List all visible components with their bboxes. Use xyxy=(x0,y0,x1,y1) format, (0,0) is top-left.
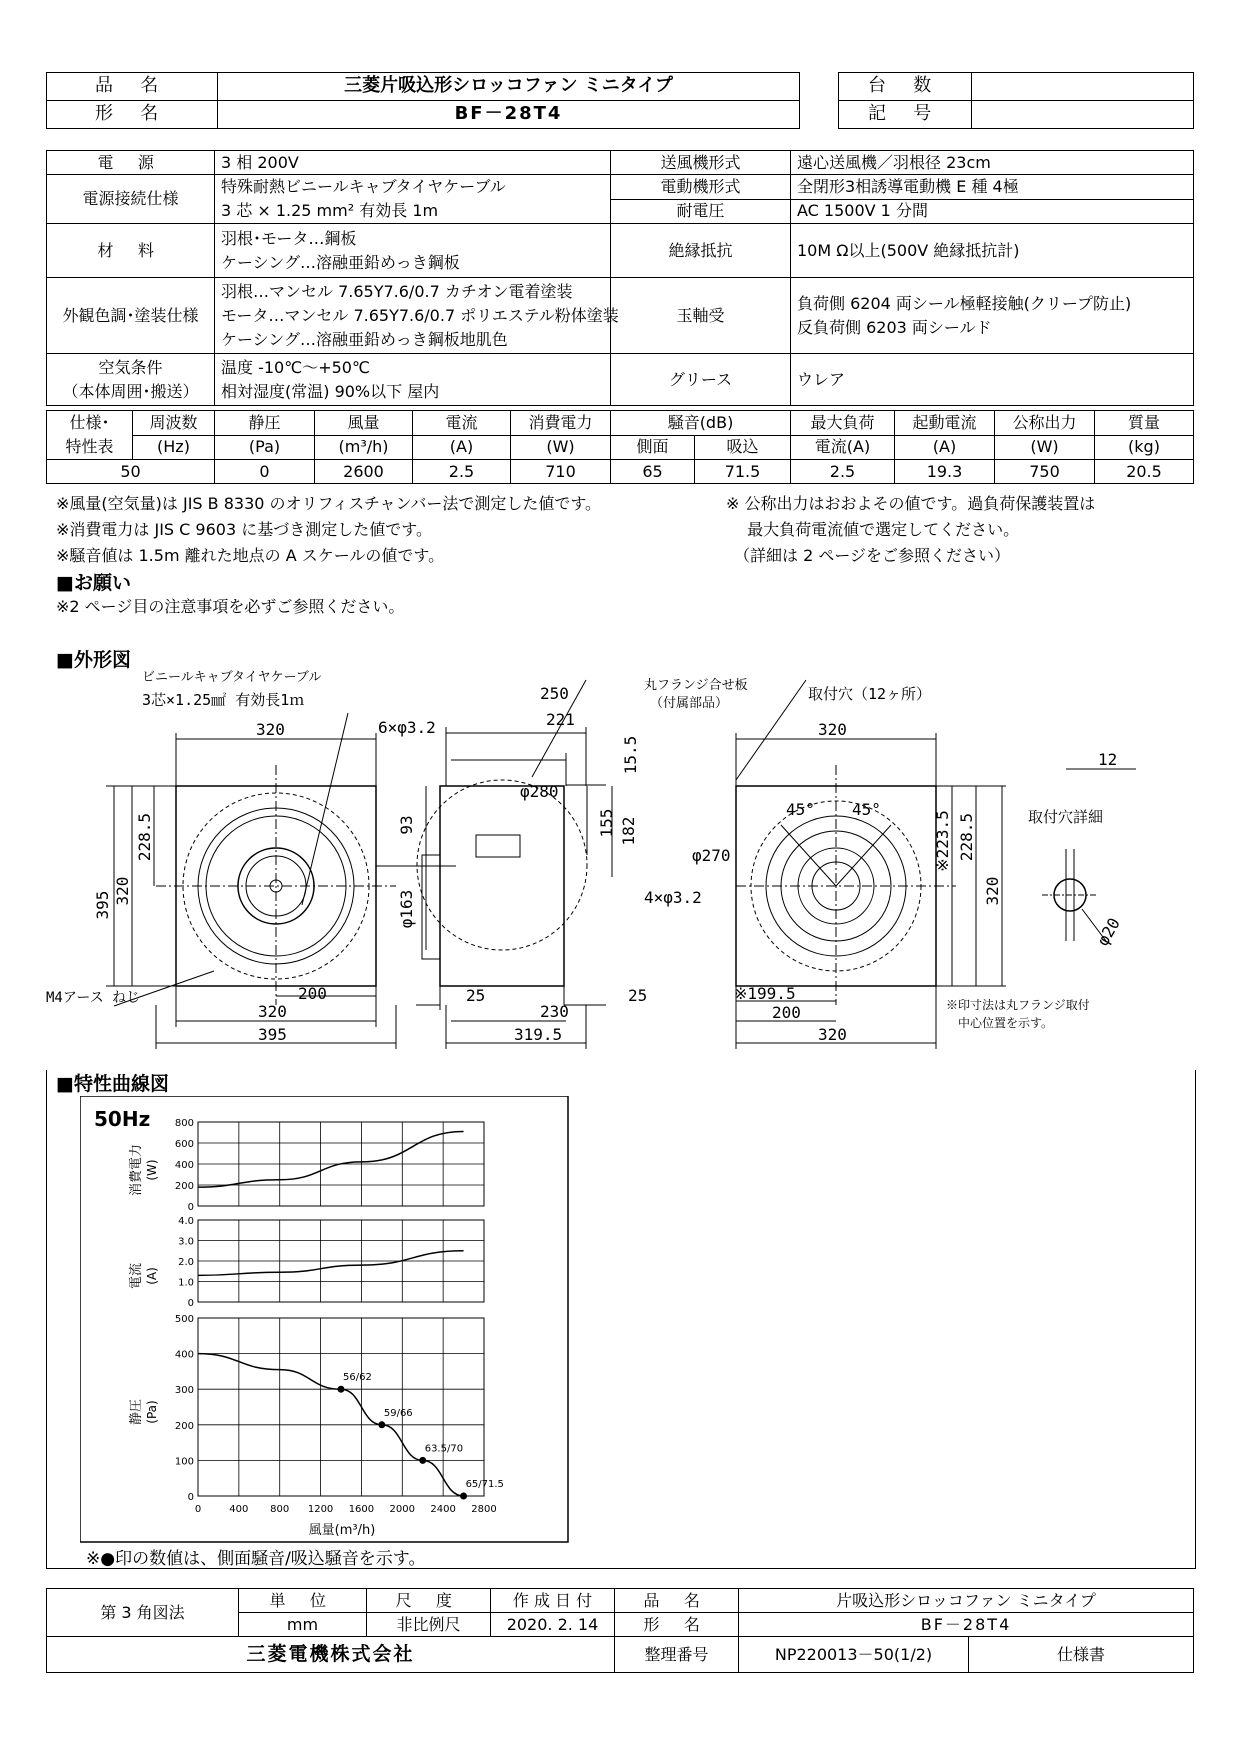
dim-side-280: φ280 xyxy=(520,782,559,801)
curve-footnote: ※●印の数値は、側面騒音/吸込騒音を示す。 xyxy=(86,1549,426,1569)
grease-label: グリース xyxy=(611,354,791,406)
pressure-unit: (Pa) xyxy=(215,435,315,460)
model-value: BF－28T4 xyxy=(218,101,800,129)
mass-unit: (kg) xyxy=(1095,435,1194,460)
conn-label: 電源接続仕様 xyxy=(47,175,215,224)
dim-rear-228: 228.5 xyxy=(957,812,976,862)
qty-value xyxy=(972,73,1194,101)
noise-point-label: 63.5/70 xyxy=(424,1443,464,1455)
val-start-current: 19.3 xyxy=(895,460,995,484)
output-header: 公称出力 xyxy=(995,411,1095,436)
company-name: 三菱電機株式会社 xyxy=(47,1637,615,1673)
y-tick-label: 3.0 xyxy=(178,1236,194,1248)
dim-side-221: 221 xyxy=(546,710,575,729)
val-pressure: 0 xyxy=(215,460,315,484)
dim-rear-320b: 320 xyxy=(818,1025,847,1044)
start-current-header: 起動電流 xyxy=(895,411,995,436)
color-line2: モータ…マンセル 7.65Y7.6/0.7 ポリエステル粉体塗装 xyxy=(221,305,619,325)
withstand-label: 耐電圧 xyxy=(611,199,791,224)
air-label xyxy=(47,354,215,406)
dim-side-93: 93 xyxy=(397,815,416,835)
mark-note-2: 中心位置を示す。 xyxy=(958,1016,1054,1030)
y-tick-label: 400 xyxy=(174,1160,194,1171)
motor-value: 全閉形3相誘導電動機 E 種 4極 xyxy=(791,175,1194,200)
request-text: ※2 ページ目の注意事項を必ずご参照ください。 xyxy=(56,597,405,616)
y-tick-label: 600 xyxy=(174,1139,194,1150)
dim-front-395: 395 xyxy=(93,890,112,920)
note-airflow: ※風量(空気量)は JIS B 8330 のオリフィスチャンバー法で測定した値です。 xyxy=(56,494,602,513)
side-view-body xyxy=(440,786,564,986)
bearing-line2: 反負荷側 6203 両シールド xyxy=(797,317,992,337)
current-header: 電流 xyxy=(413,411,511,436)
y-tick-label: 400 xyxy=(174,1349,194,1361)
y-tick-label: 0 xyxy=(187,1492,194,1503)
maxload-unit: 電流(A) xyxy=(791,435,895,460)
y-tick-label: 800 xyxy=(174,1118,194,1129)
curve-title: ■特性曲線図 xyxy=(56,1073,169,1095)
y-tick-label: 0 xyxy=(187,1298,194,1309)
y-tick-label: 2.0 xyxy=(178,1257,194,1268)
dim-front-200: 200 xyxy=(298,984,327,1003)
date-value: 2020. 2. 14 xyxy=(491,1613,615,1637)
dim-rear-holes: 4×φ3.2 xyxy=(644,888,702,907)
blower-label: 送風機形式 xyxy=(611,151,791,175)
cable-label-1: ビニールキャブタイヤケーブル xyxy=(142,670,322,685)
air-line2: 相対湿度(常温) 90%以下 屋内 xyxy=(221,381,440,401)
pressure-axis-unit: (Pa) xyxy=(145,1400,159,1424)
product-name: 三菱片吸込形シロッコファン ミニタイプ xyxy=(218,73,800,101)
insulation-label: 絶縁抵抗 xyxy=(611,224,791,278)
unit-label: 単 位 xyxy=(239,1589,367,1613)
scale-value: 非比例尺 xyxy=(367,1613,491,1637)
side-view-flange xyxy=(417,780,587,950)
x-tick-label: 1200 xyxy=(307,1504,334,1515)
noise-point-label: 65/71.5 xyxy=(465,1479,504,1490)
dim-rear-320: 320 xyxy=(818,720,847,739)
color-line1: 羽根…マンセル 7.65Y7.6/0.7 カチオン電着塗装 xyxy=(221,281,573,301)
mark-label: 記 号 xyxy=(839,101,972,129)
header-table xyxy=(46,72,800,129)
dim-front-395b: 395 xyxy=(258,1025,287,1044)
color-value xyxy=(215,278,619,354)
dim-front-320b: 320 xyxy=(258,1002,287,1021)
power-label: 電 源 xyxy=(47,151,215,175)
dim-front-228: 228.5 xyxy=(135,812,154,862)
flange-label-1: 丸フランジ合せ板 xyxy=(644,678,748,693)
dim-rear-45b: 45° xyxy=(852,800,881,819)
val-noise-side: 65 xyxy=(611,460,695,484)
qty-label: 台 数 xyxy=(839,73,972,101)
request-title: ■お願い xyxy=(56,572,131,594)
insulation-value: 10M Ω以上(500V 絶縁抵抗計) xyxy=(791,224,1194,278)
dim-rear-45a: 45° xyxy=(786,800,815,819)
freq-header: 周波数 xyxy=(133,411,215,436)
y-tick-label: 200 xyxy=(174,1420,194,1432)
dim-front-width: 320 xyxy=(256,720,285,739)
notes-left xyxy=(56,491,601,569)
noise-header: 騒音(dB) xyxy=(611,411,791,436)
x-tick-label: 0 xyxy=(194,1504,202,1515)
noise-suction-header: 吸込 xyxy=(695,435,791,460)
dim-front-320v: 320 xyxy=(113,876,132,906)
hole-detail-label: 取付穴詳細 xyxy=(1028,808,1104,826)
bearing-line1: 負荷側 6204 両シール極軽接触(クリープ防止) xyxy=(797,293,1132,313)
dim-side-230: 230 xyxy=(540,1002,569,1021)
unit-value: mm xyxy=(239,1613,367,1637)
air-value xyxy=(215,354,611,406)
earth-screw-label: M4アース ねじ xyxy=(46,990,141,1006)
x-tick-label: 800 xyxy=(270,1504,290,1515)
qty-table xyxy=(838,72,1194,129)
scale-label: 尺 度 xyxy=(367,1589,491,1613)
perf-label2: 特性表 xyxy=(65,437,114,456)
pressure-header: 静圧 xyxy=(215,411,315,436)
air-line1: 温度 -10℃～+50℃ xyxy=(221,357,370,377)
curve-frame xyxy=(46,1070,1196,1569)
bearing-label: 玉軸受 xyxy=(611,278,791,354)
freq-unit: (Hz) xyxy=(133,435,215,460)
dim-side-319: 319.5 xyxy=(514,1025,563,1044)
airflow-unit: (m³/h) xyxy=(315,435,413,460)
note-noise: ※騒音値は 1.5m 離れた地点の A スケールの値です。 xyxy=(56,546,445,565)
conn-line2: 3 芯 × 1.25 mm² 有効長 1m xyxy=(221,201,439,220)
note-output-2: 最大負荷電流値で選定してください。 xyxy=(726,520,1020,539)
dim-rear-270: φ270 xyxy=(692,846,731,865)
mark-value xyxy=(972,101,1194,129)
power-axis-unit: (W) xyxy=(145,1159,159,1181)
bearing-value xyxy=(791,278,1194,354)
dim-side-25b: 25 xyxy=(628,986,648,1005)
val-output: 750 xyxy=(995,460,1095,484)
y-tick-label: 500 xyxy=(174,1314,194,1325)
y-tick-label: 0 xyxy=(187,1202,194,1213)
dim-hole-12: 12 xyxy=(1098,750,1118,769)
side-view-motor xyxy=(476,835,520,857)
maxload-header: 最大負荷 xyxy=(791,411,895,436)
dim-rear-199: ※199.5 xyxy=(734,984,796,1003)
power-axis-label: 消費電力 xyxy=(129,1143,144,1197)
cable-label-2: 3芯×1.25㎟ 有効長1ｍ xyxy=(142,691,305,709)
footer-table xyxy=(46,1588,1194,1673)
dim-rear-200: 200 xyxy=(772,1003,801,1022)
projection: 第 3 角図法 xyxy=(47,1589,239,1637)
perf-label1: 仕様･ xyxy=(69,413,110,432)
x-tick-label: 1600 xyxy=(348,1504,375,1515)
x-axis-label: 風量(m³/h) xyxy=(308,1523,376,1538)
noise-point-label: 56/62 xyxy=(343,1372,372,1384)
x-tick-label: 2800 xyxy=(471,1504,497,1515)
val-power: 710 xyxy=(511,460,611,484)
ref-label: 整理番号 xyxy=(615,1637,739,1673)
note-power: ※消費電力は JIS C 9603 に基づき測定した値です。 xyxy=(56,520,432,539)
conn-line1: 特殊耐熱ビニールキャブタイヤケーブル xyxy=(221,177,506,196)
dim-side-182: 182 xyxy=(619,816,638,846)
flange-label-2: （付属部品） xyxy=(650,696,729,711)
outline-drawing xyxy=(46,665,1196,1065)
dim-hole-20: φ20 xyxy=(1093,914,1124,949)
airflow-header: 風量 xyxy=(315,411,413,436)
doc-type: 仕様書 xyxy=(969,1637,1194,1673)
start-current-unit: (A) xyxy=(895,435,995,460)
power-header: 消費電力 xyxy=(511,411,611,436)
side-view-terminal xyxy=(422,855,440,959)
val-mass: 20.5 xyxy=(1095,460,1194,484)
ref-value: NP220013－50(1/2) xyxy=(739,1637,969,1673)
conn-value xyxy=(215,175,611,224)
note-output-3: （詳細は 2 ページをご参照ください） xyxy=(726,546,1011,565)
material-line1: 羽根･モータ…鋼板 xyxy=(221,228,357,248)
dim-side-holes: 6×φ3.2 xyxy=(378,718,436,737)
spec-table xyxy=(46,150,1194,406)
y-tick-label: 200 xyxy=(174,1181,194,1192)
val-noise-suction: 71.5 xyxy=(695,460,791,484)
dim-side-250: 250 xyxy=(540,684,569,703)
val-maxload: 2.5 xyxy=(791,460,895,484)
footer-name-label: 品 名 xyxy=(615,1589,739,1613)
val-current: 2.5 xyxy=(413,460,511,484)
model-label: 形 名 xyxy=(47,101,218,129)
dim-rear-223: ※223.5 xyxy=(933,810,952,872)
x-tick-label: 2400 xyxy=(430,1504,456,1515)
air-label1: 空気条件 xyxy=(98,357,163,377)
note-output-1: ※ 公称出力はおおよその値です。過負荷保護装置は xyxy=(726,494,1096,513)
withstand-value: AC 1500V 1 分間 xyxy=(791,199,1194,224)
noise-point-label: 59/66 xyxy=(383,1407,413,1419)
date-label: 作 成 日 付 xyxy=(491,1589,615,1613)
y-tick-label: 4.0 xyxy=(178,1216,194,1227)
drawing-title: ■外形図 xyxy=(56,649,131,671)
dim-side-25a: 25 xyxy=(466,986,486,1005)
mark-note-1: ※印寸法は丸フランジ取付 xyxy=(946,998,1090,1012)
material-line2: ケーシング…溶融亜鉛めっき鋼板 xyxy=(221,252,460,272)
mount-hole-label: 取付穴（12ヶ所） xyxy=(808,685,932,703)
freq-label: 50Hz xyxy=(94,1107,151,1131)
current-unit: (A) xyxy=(413,435,511,460)
y-tick-label: 100 xyxy=(174,1456,194,1468)
x-tick-label: 400 xyxy=(229,1504,249,1515)
noise-side-header: 側面 xyxy=(611,435,695,460)
current-axis-label: 電流 xyxy=(129,1262,144,1290)
y-tick-label: 300 xyxy=(174,1385,194,1397)
current-axis-unit: (A) xyxy=(145,1267,159,1285)
blower-value: 遠心送風機／羽根径 23cm xyxy=(791,151,1194,175)
dim-rear-320v: 320 xyxy=(983,876,1002,906)
air-label2: （本体周囲･搬送） xyxy=(62,381,199,401)
material-value xyxy=(215,224,611,278)
material-label: 材 料 xyxy=(47,224,215,278)
mass-header: 質量 xyxy=(1095,411,1194,436)
dim-side-163: φ163 xyxy=(397,889,416,929)
val-airflow: 2600 xyxy=(315,460,413,484)
grease-value: ウレア xyxy=(791,354,1194,406)
power-value: 3 相 200V xyxy=(215,151,611,175)
output-unit: (W) xyxy=(995,435,1095,460)
dim-side-15: 15.5 xyxy=(621,735,640,775)
val-freq: 50 xyxy=(47,460,215,484)
perf-label xyxy=(47,411,133,460)
x-tick-label: 2000 xyxy=(389,1504,416,1515)
perf-table xyxy=(46,410,1194,484)
footer-model-value: BF－28T4 xyxy=(739,1613,1194,1637)
pressure-axis-label: 静圧 xyxy=(129,1398,144,1426)
power-unit: (W) xyxy=(511,435,611,460)
notes-right xyxy=(726,491,1095,569)
motor-label: 電動機形式 xyxy=(611,175,791,200)
footer-name-value: 片吸込形シロッコファン ミニタイプ xyxy=(739,1589,1194,1613)
color-line3: ケーシング…溶融亜鉛めっき鋼板地肌色 xyxy=(221,329,508,349)
dim-side-155: 155 xyxy=(597,808,616,838)
footer-model-label: 形 名 xyxy=(615,1613,739,1637)
y-tick-label: 1.0 xyxy=(178,1277,194,1289)
name-label: 品 名 xyxy=(47,73,218,101)
color-label: 外観色調･塗装仕様 xyxy=(47,278,215,354)
